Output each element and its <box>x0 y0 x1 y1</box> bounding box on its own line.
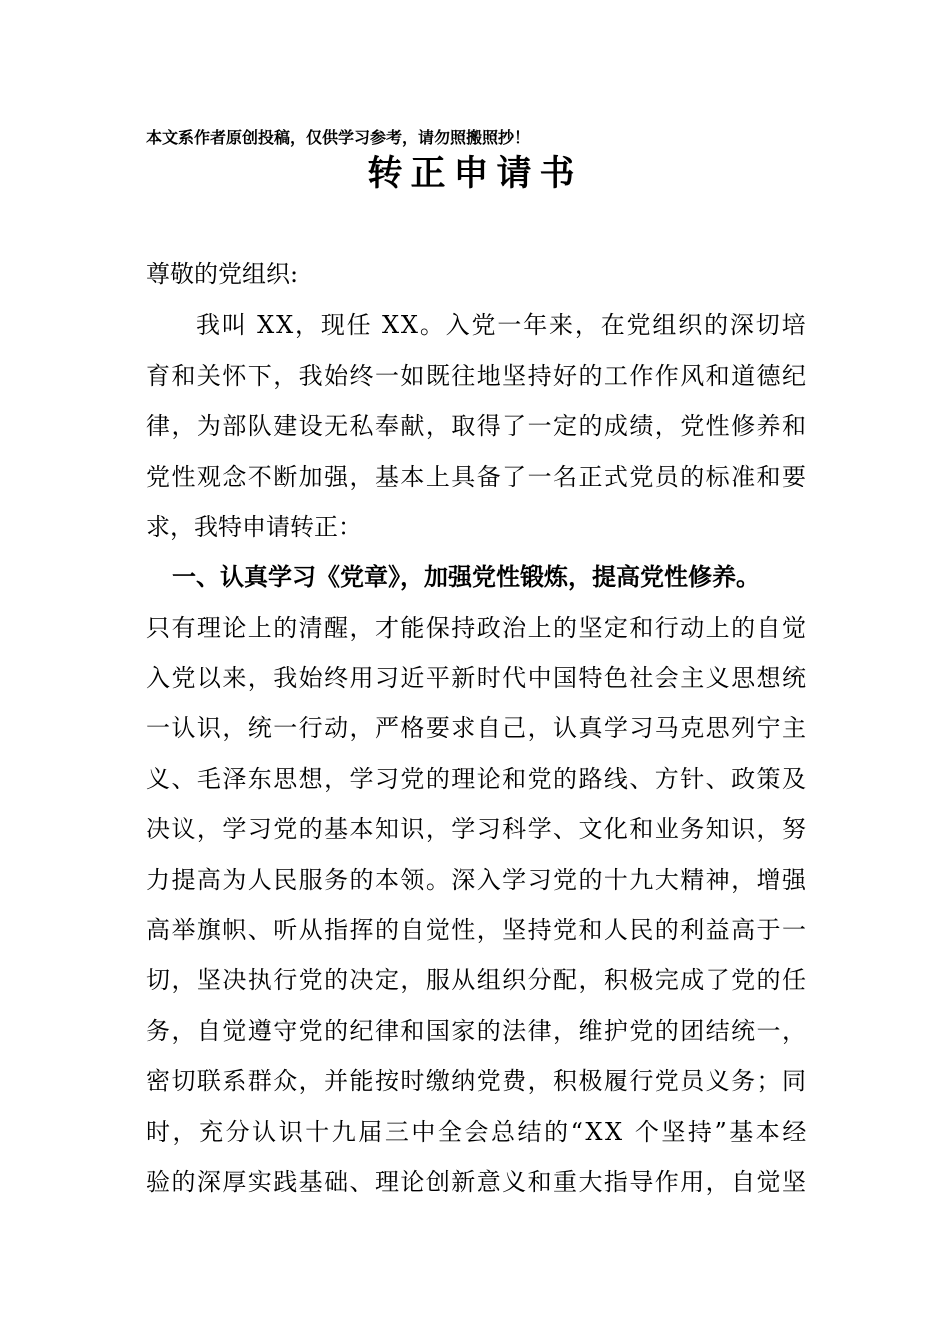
copyright-notice: 本文系作者原创投稿，仅供学习参考，请勿照搬照抄！ <box>146 128 531 147</box>
paragraph-line: 一认识，统一行动，严格要求自己，认真学习马克思列宁主 <box>146 714 808 742</box>
paragraph-line: 义、毛泽东思想，学习党的理论和党的路线、方针、政策及 <box>146 765 808 793</box>
paragraph-line: 我叫 XX，现任 XX。入党一年来，在党组织的深切培 <box>196 311 808 339</box>
paragraph-line: 求，我特申请转正： <box>146 513 362 541</box>
paragraph-line: 高举旗帜、听从指挥的自觉性，坚持党和人民的利益高于一 <box>146 916 808 944</box>
paragraph-line: 只有理论上的清醒，才能保持政治上的坚定和行动上的自觉 <box>146 614 808 642</box>
paragraph-line: 入党以来，我始终用习近平新时代中国特色社会主义思想统 <box>146 664 808 692</box>
paragraph-line: 育和关怀下，我始终一如既往地坚持好的工作作风和道德纪 <box>146 362 808 390</box>
document-title: 转正申请书 <box>367 153 583 194</box>
paragraph-line: 密切联系群众，并能按时缴纳党费，积极履行党员义务；同 <box>146 1067 808 1095</box>
paragraph-line: 验的深厚实践基础、理论创新意义和重大指导作用，自觉坚 <box>146 1168 808 1196</box>
salutation: 尊敬的党组织: <box>146 260 299 288</box>
paragraph-line: 务，自觉遵守党的纪律和国家的法律，维护党的团结统一， <box>146 1017 808 1045</box>
section-heading: 一、认真学习《党章》，加强党性锻炼，提高党性修养。 <box>172 563 760 591</box>
paragraph-line: 律，为部队建设无私奉献，取得了一定的成绩，党性修养和 <box>146 412 808 440</box>
paragraph-line: 时，充分认识十九届三中全会总结的“XX 个坚持”基本经 <box>146 1118 809 1146</box>
paragraph-line: 力提高为人民服务的本领。深入学习党的十九大精神，增强 <box>146 866 808 894</box>
paragraph-line: 党性观念不断加强，基本上具备了一名正式党员的标准和要 <box>146 463 808 491</box>
paragraph-line: 切，坚决执行党的决定，服从组织分配，积极完成了党的任 <box>146 966 808 994</box>
paragraph-line: 决议，学习党的基本知识，学习科学、文化和业务知识，努 <box>146 815 808 843</box>
